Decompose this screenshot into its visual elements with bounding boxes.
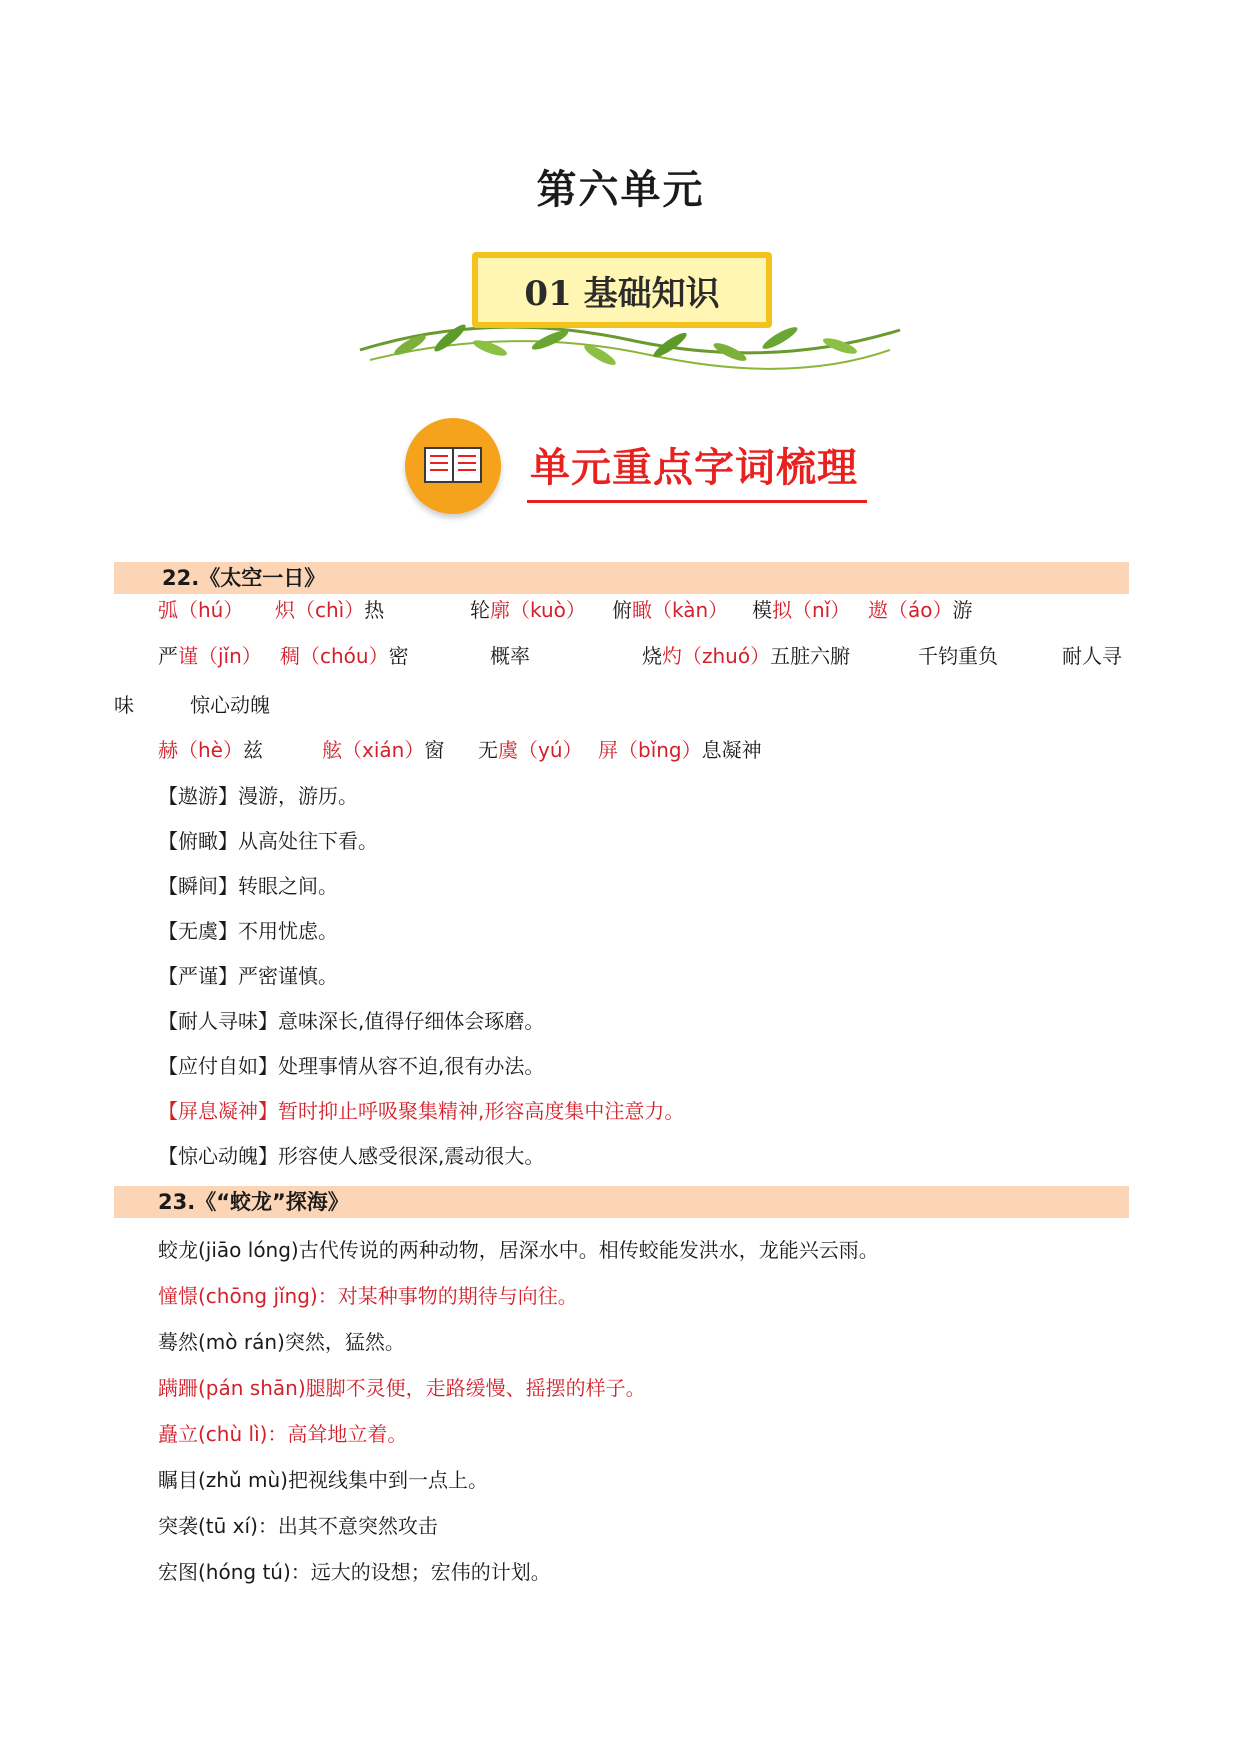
- vocab-word: 谨（jǐn）: [178, 644, 262, 668]
- book-icon: [405, 418, 501, 514]
- vocab-row-1-item: [868, 596, 973, 624]
- word-entry: 蛟龙(jiāo lóng)古代传说的两种动物，居深水中。相传蛟能发洪水，龙能兴云雨。: [158, 1238, 879, 1262]
- word-entry: 突袭(tū xí)：出其不意突然攻击: [158, 1514, 438, 1538]
- heading-underline: [527, 500, 867, 503]
- vocab-word: 千钧重负: [918, 644, 998, 668]
- vocab-row-2-item: [158, 642, 262, 670]
- vocab-word: 无: [478, 738, 498, 762]
- vocab-word: 五脏六腑: [770, 644, 851, 668]
- vocab-word: 俯: [612, 598, 632, 622]
- vocab-row-1-item: [275, 596, 384, 624]
- vocab-word: 舷（xián）: [322, 738, 425, 762]
- vocab-word: 密: [388, 644, 409, 668]
- definition-line: 【应付自如】处理事情从容不迫,很有办法。: [158, 1054, 545, 1078]
- definition-line: 【瞬间】转眼之间。: [158, 874, 338, 898]
- vocab-word: 瞰（kàn）: [632, 598, 729, 622]
- definition-line: 【惊心动魄】形容使人感受很深,震动很大。: [158, 1144, 545, 1168]
- vocab-row-1-item: [752, 596, 850, 624]
- vocab-row-2-item: [1062, 642, 1122, 670]
- vocab-word: 炽（chì）: [275, 598, 365, 622]
- section-heading-banner: [405, 418, 875, 528]
- vocab-row-3-item: [190, 691, 270, 719]
- vocab-word: 模: [752, 598, 772, 622]
- definition-line: 【俯瞰】从高处往下看。: [158, 829, 378, 853]
- vocab-word: 兹: [242, 738, 263, 762]
- vocab-word: 惊心动魄: [190, 693, 270, 717]
- definition-line: 【耐人寻味】意味深长,值得仔细体会琢磨。: [158, 1009, 545, 1033]
- vocab-word: 廓（kuò）: [490, 598, 586, 622]
- vocab-row-2-item: [918, 642, 998, 670]
- vocab-word: 窗: [424, 738, 445, 762]
- basic-knowledge-banner: [350, 240, 910, 380]
- vocab-word: 味: [114, 693, 134, 717]
- section-heading: 单元重点字词梳理: [530, 445, 858, 491]
- vocab-word: 耐人寻: [1062, 644, 1122, 668]
- vocab-row-2-item: [490, 642, 530, 670]
- page-title: 第六单元: [536, 167, 705, 213]
- section-23-title-bar: [114, 1186, 1129, 1218]
- vocab-word: 游: [952, 598, 973, 622]
- vocab-row-1: [158, 596, 243, 624]
- definition-line-highlighted: 【屏息凝神】暂时抑止呼吸聚集精神,形容高度集中注意力。: [158, 1099, 685, 1123]
- vocab-row-4-item: [158, 736, 263, 764]
- vocab-row-4-item: [478, 736, 583, 764]
- vocab-row-2-item: [642, 642, 850, 670]
- vocab-row-3-item: [114, 691, 134, 719]
- definition-line: 【严谨】严密谨慎。: [158, 964, 338, 988]
- vocab-word: 稠（chóu）: [280, 644, 389, 668]
- section-22-title: 22.《太空一日》: [162, 566, 326, 590]
- vocab-row-2-item: [280, 642, 409, 670]
- section-23-title: 23.《“蛟龙”探海》: [158, 1190, 349, 1214]
- banner-label: 01 基础知识: [524, 273, 720, 314]
- word-entry: 宏图(hóng tú)：远大的设想；宏伟的计划。: [158, 1560, 551, 1584]
- vocab-row-1-item: [470, 596, 586, 624]
- vocab-word: 热: [364, 598, 385, 622]
- banner-board: [472, 252, 772, 328]
- word-entry-highlighted: 蹒跚(pán shān)腿脚不灵便，走路缓慢、摇摆的样子。: [158, 1376, 646, 1400]
- vocab-word: 遨（áo）: [868, 598, 953, 622]
- vocab-word: 轮: [470, 598, 490, 622]
- definition-line: 【无虞】不用忧虑。: [158, 919, 338, 943]
- vocab-word: 严: [158, 644, 178, 668]
- vocab-word: 虞（yú）: [498, 738, 583, 762]
- vocab-word: 拟（nǐ）: [772, 598, 851, 622]
- vocab-word: 烧: [642, 644, 662, 668]
- word-entry: 瞩目(zhǔ mù)把视线集中到一点上。: [158, 1468, 488, 1492]
- vocab-word: 概率: [490, 644, 530, 668]
- vocab-word: 息凝神: [701, 738, 762, 762]
- word-entry-highlighted: 矗立(chù lì)：高耸地立着。: [158, 1422, 408, 1446]
- vocab-word: 弧（hú）: [158, 598, 244, 622]
- word-entry: 蓦然(mò rán)突然，猛然。: [158, 1330, 405, 1354]
- vocab-word: 灼（zhuó）: [662, 644, 771, 668]
- vocab-row-4-item: [598, 736, 762, 764]
- section-22-title-bar: [114, 562, 1129, 594]
- word-entry-highlighted: 憧憬(chōng jǐng)：对某种事物的期待与向往。: [158, 1284, 578, 1308]
- definition-line: 【遨游】漫游，游历。: [158, 784, 358, 808]
- vocab-row-1-item: [612, 596, 728, 624]
- vocab-row-4-item: [322, 736, 444, 764]
- vocab-word: 赫（hè）: [158, 738, 243, 762]
- vocab-word: 屏（bǐng）: [598, 738, 702, 762]
